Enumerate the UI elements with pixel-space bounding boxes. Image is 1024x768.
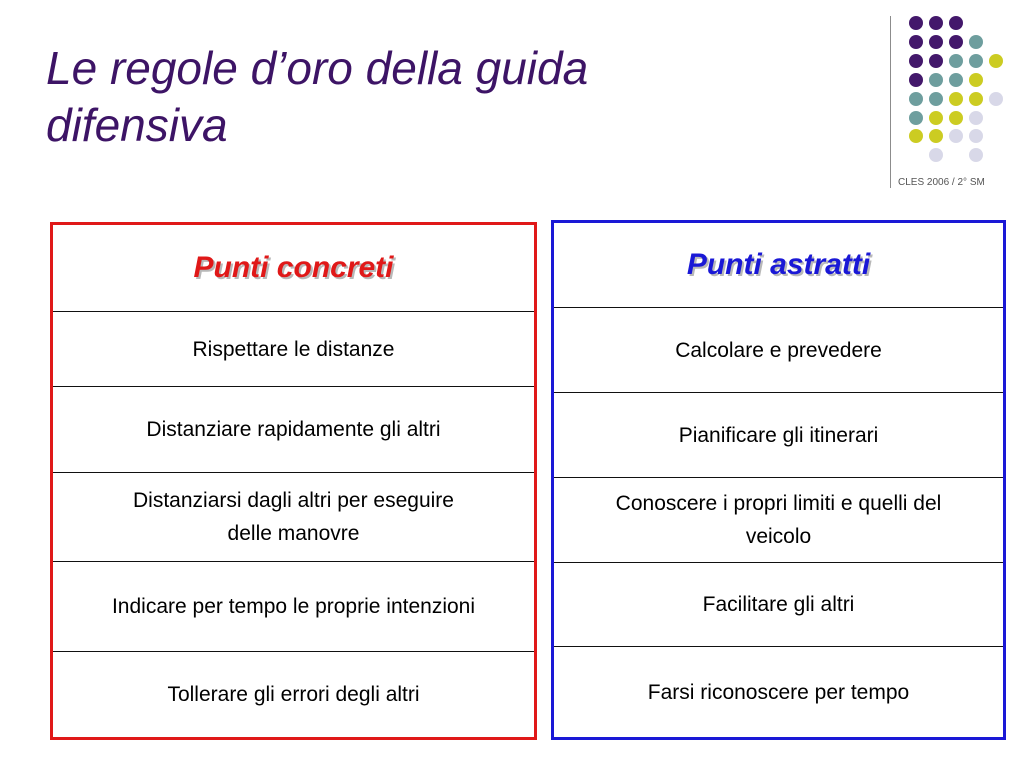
table-row bbox=[554, 393, 1003, 478]
decor-dot bbox=[969, 148, 983, 162]
decor-dot bbox=[969, 129, 983, 143]
footer-note: CLES 2006 / 2° SM bbox=[898, 177, 985, 188]
abstract-points-table bbox=[551, 220, 1006, 740]
decor-dot bbox=[929, 73, 943, 87]
decor-dot bbox=[909, 92, 923, 106]
table-row bbox=[554, 308, 1003, 393]
decor-dot bbox=[949, 111, 963, 125]
decor-dot bbox=[969, 92, 983, 106]
table-cell: Facilitare gli altri bbox=[702, 593, 855, 616]
table-cell: Rispettare le distanze bbox=[192, 337, 395, 361]
slide-title bbox=[46, 40, 846, 154]
decor-dot bbox=[909, 73, 923, 87]
decor-dot bbox=[949, 35, 963, 49]
decor-dot bbox=[929, 129, 943, 143]
table-row bbox=[53, 562, 534, 652]
table-row bbox=[554, 478, 1003, 563]
table-cell: Farsi riconoscere per tempo bbox=[647, 680, 910, 704]
decor-dot bbox=[969, 73, 983, 87]
table-header-row bbox=[554, 223, 1003, 308]
table-row bbox=[53, 473, 534, 562]
decor-dot bbox=[909, 111, 923, 125]
table-row bbox=[554, 563, 1003, 647]
decor-dot bbox=[929, 54, 943, 68]
abstract-points-header: Punti astratti bbox=[686, 248, 871, 281]
decor-dot bbox=[949, 92, 963, 106]
table-row bbox=[554, 647, 1003, 737]
decor-dot bbox=[909, 54, 923, 68]
slide-title-line-1: Le regole d’oro della guida bbox=[46, 42, 589, 94]
table-cell: Conoscere i propri limiti e quelli del veicolo bbox=[615, 492, 942, 548]
decor-dot bbox=[909, 16, 923, 30]
decor-dot bbox=[969, 54, 983, 68]
decor-dot bbox=[949, 129, 963, 143]
concrete-points-header: Punti concreti bbox=[193, 251, 394, 284]
decor-dot bbox=[909, 35, 923, 49]
decor-dot bbox=[969, 111, 983, 125]
decor-dot bbox=[949, 16, 963, 30]
decor-dot bbox=[949, 73, 963, 87]
decor-dot bbox=[929, 148, 943, 162]
decor-dot bbox=[969, 35, 983, 49]
decor-dot bbox=[929, 35, 943, 49]
decorative-divider bbox=[890, 16, 891, 188]
table-cell: Distanziare rapidamente gli altri bbox=[146, 418, 441, 441]
decor-dot bbox=[929, 111, 943, 125]
table-header-row bbox=[53, 225, 534, 312]
table-cell: Indicare per tempo le proprie intenzioni bbox=[111, 595, 476, 618]
table-cell: Calcolare e prevedere bbox=[675, 338, 882, 362]
decor-dot bbox=[929, 92, 943, 106]
decor-dot bbox=[949, 54, 963, 68]
concrete-points-table bbox=[50, 222, 537, 740]
slide-title-line-2: difensiva bbox=[46, 99, 228, 151]
decor-dot bbox=[989, 54, 1003, 68]
table-cell: Tollerare gli errori degli altri bbox=[167, 683, 420, 706]
table-cell: Pianificare gli itinerari bbox=[678, 423, 879, 447]
table-row bbox=[53, 387, 534, 473]
decor-dot bbox=[989, 92, 1003, 106]
table-row bbox=[53, 312, 534, 387]
decor-dot bbox=[909, 129, 923, 143]
table-cell: Distanziarsi dagli altri per eseguire delle manovre bbox=[133, 489, 454, 545]
table-row bbox=[53, 652, 534, 737]
decor-dot bbox=[929, 16, 943, 30]
